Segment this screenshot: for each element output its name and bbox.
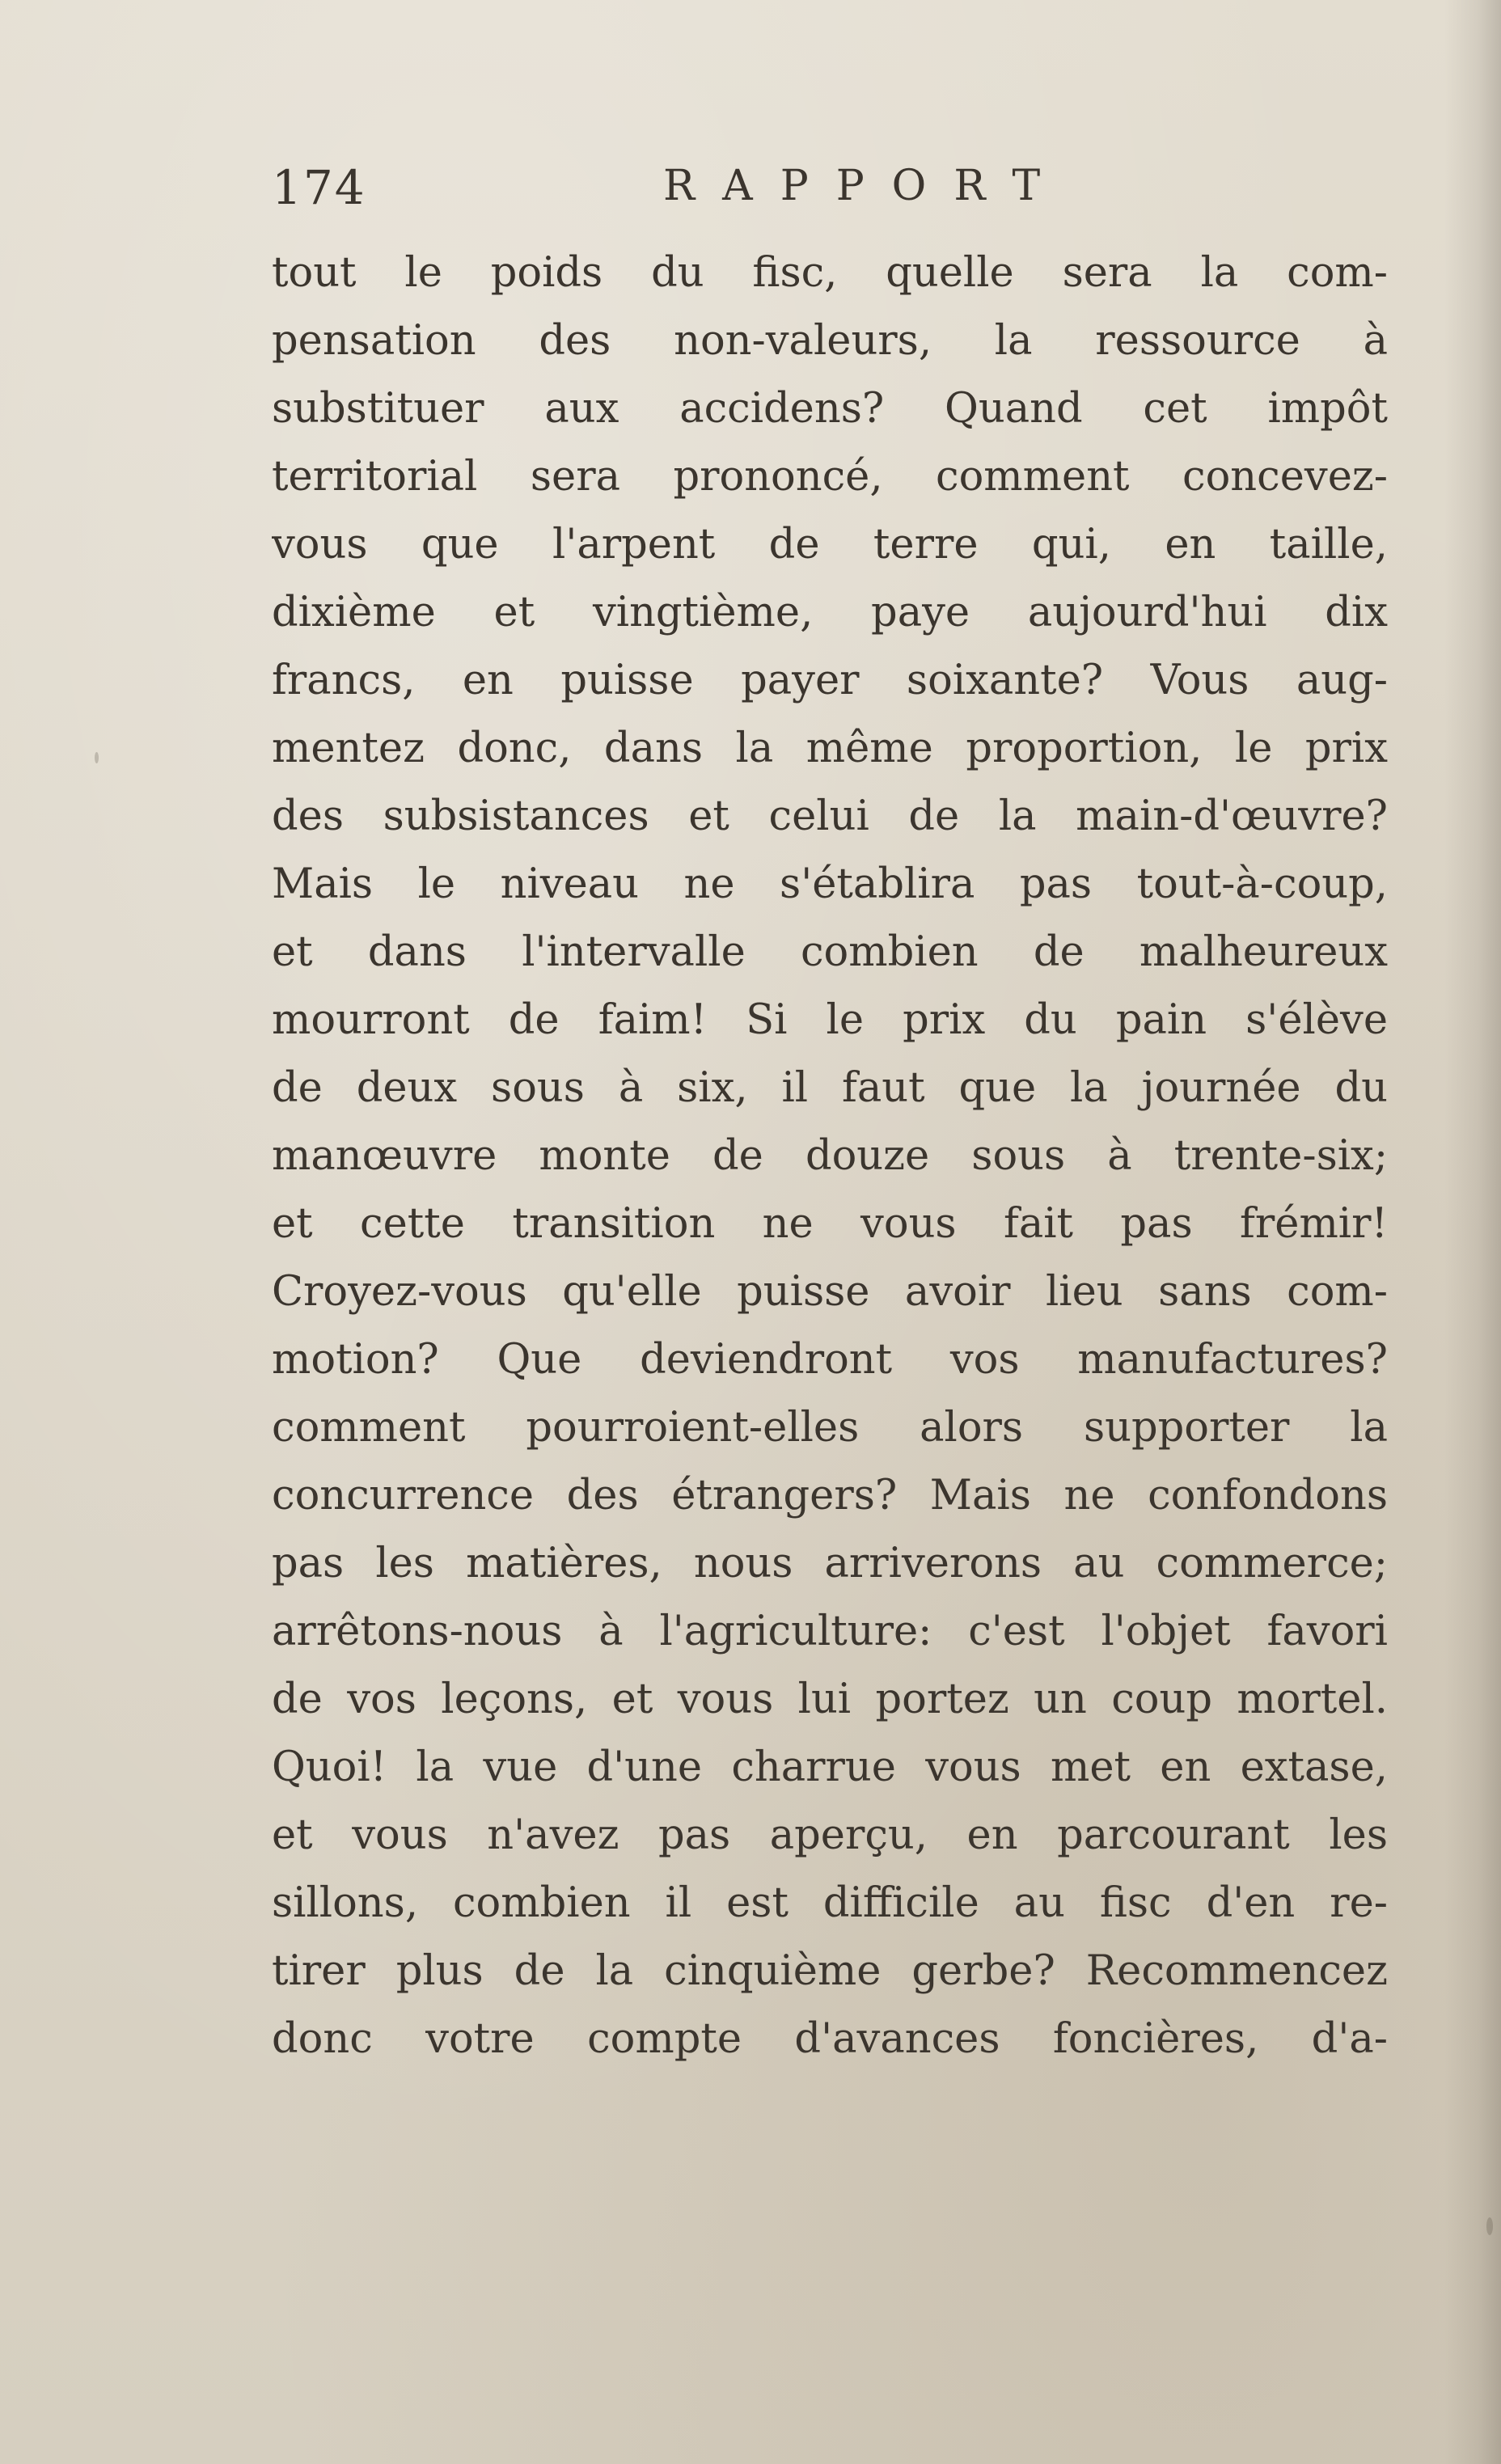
text-line: mourront de faim! Si le prix du pain s'élève [272,996,1388,1044]
page-edge-shadow [1444,0,1501,2464]
text-line: Quoi! la vue d'une charrue vous met en extase, [272,1743,1388,1791]
text-line: Croyez-vous qu'elle puisse avoir lieu sans com- [272,1268,1388,1316]
text-line: et dans l'intervalle combien de malheureux [272,928,1388,976]
text-line: de vos leçons, et vous lui portez un coup mortel. [272,1676,1388,1723]
page-number: 174 [272,160,366,215]
text-line: comment pourroient-elles alors supporter la [272,1404,1388,1452]
text-line: vous que l'arpent de terre qui, en taille, [272,521,1388,568]
text-line: motion? Que deviendront vos manufactures? [272,1336,1388,1384]
text-line: pensation des non-valeurs, la ressource à [272,317,1388,365]
ink-speck [95,752,99,763]
text-line: sillons, combien il est difficile au fisc d'en re- [272,1879,1388,1927]
text-line: Mais le niveau ne s'établira pas tout-à-coup, [272,860,1388,908]
text-line: pas les matières, nous arriverons au commerce; [272,1540,1388,1587]
running-header [272,160,1388,225]
text-line: donc votre compte d'avances foncières, d'a- [272,2015,1388,2063]
text-line: mentez donc, dans la même proportion, le prix [272,725,1388,772]
text-line: francs, en puisse payer soixante? Vous aug- [272,657,1388,704]
text-line: arrêtons-nous à l'agriculture: c'est l'objet favori [272,1608,1388,1655]
text-line: et vous n'avez pas aperçu, en parcourant les [272,1811,1388,1859]
text-line: territorial sera prononcé, comment concevez- [272,453,1388,501]
text-line: tirer plus de la cinquième gerbe? Recommencez [272,1947,1388,1995]
text-line: concurrence des étrangers? Mais ne confondons [272,1472,1388,1519]
text-line: de deux sous à six, il faut que la journée du [272,1064,1388,1112]
running-title: RAPPORT [663,162,1068,210]
body-text [272,239,1388,2073]
ink-speck [1486,2217,1493,2235]
text-line: substituer aux accidens? Quand cet impôt [272,385,1388,433]
text-line: dixième et vingtième, paye aujourd'hui dix [272,589,1388,636]
text-line: tout le poids du fisc, quelle sera la com- [272,249,1388,297]
text-line: des subsistances et celui de la main-d'œuvre? [272,792,1388,840]
text-line: et cette transition ne vous fait pas frémir! [272,1200,1388,1248]
text-line: manœuvre monte de douze sous à trente-six; [272,1132,1388,1180]
